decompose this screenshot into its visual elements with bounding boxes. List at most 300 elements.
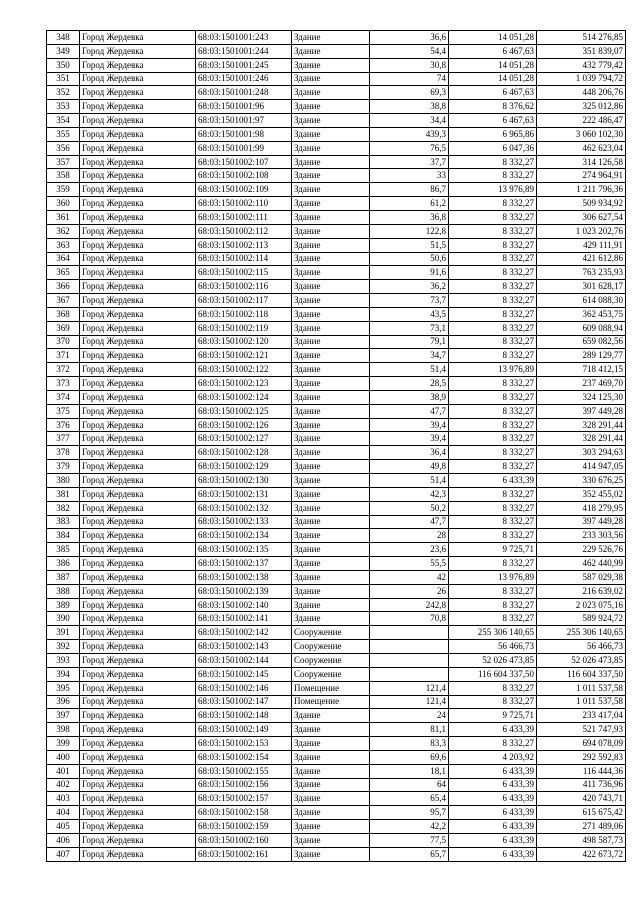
cadastral-number-cell: 68:03:1501002:156 <box>196 778 292 792</box>
cadastral-number-cell: 68:03:1501002:137 <box>196 557 292 571</box>
object-type-cell: Здание <box>292 280 370 294</box>
table-row <box>47 155 626 169</box>
cadastral-number-cell: 68:03:1501002:107 <box>196 155 292 169</box>
cadastral-number-cell: 68:03:1501002:135 <box>196 543 292 557</box>
area-cell: 73,7 <box>370 294 449 308</box>
row-number-cell: 399 <box>47 737 80 751</box>
specific-value-cell: 8 332,27 <box>449 529 537 543</box>
object-type-cell: Здание <box>292 792 370 806</box>
row-number-cell: 349 <box>47 44 80 58</box>
cadastral-number-cell: 68:03:1501002:138 <box>196 570 292 584</box>
cadastral-number-cell: 68:03:1501002:140 <box>196 598 292 612</box>
cadastral-number-cell: 68:03:1501001:245 <box>196 58 292 72</box>
specific-value-cell: 9 725,71 <box>449 543 537 557</box>
object-type-cell: Здание <box>292 418 370 432</box>
specific-value-cell: 8 332,27 <box>449 224 537 238</box>
area-cell: 79,1 <box>370 335 449 349</box>
row-number-cell: 396 <box>47 695 80 709</box>
cadastral-number-cell: 68:03:1501002:157 <box>196 792 292 806</box>
cadastral-value-cell: 659 082,56 <box>537 335 626 349</box>
specific-value-cell: 8 332,27 <box>449 252 537 266</box>
specific-value-cell: 4 203,92 <box>449 750 537 764</box>
row-number-cell: 368 <box>47 307 80 321</box>
specific-value-cell: 8 332,27 <box>449 446 537 460</box>
specific-value-cell: 8 332,27 <box>449 418 537 432</box>
row-number-cell: 400 <box>47 750 80 764</box>
object-type-cell: Здание <box>292 58 370 72</box>
object-type-cell: Здание <box>292 820 370 834</box>
cadastral-value-cell: 1 011 537,58 <box>537 681 626 695</box>
area-cell <box>370 640 449 654</box>
table-row <box>47 266 626 280</box>
cadastral-number-cell: 68:03:1501002:121 <box>196 349 292 363</box>
cadastral-value-cell: 116 444,36 <box>537 764 626 778</box>
area-cell: 439,3 <box>370 127 449 141</box>
table-row <box>47 446 626 460</box>
cadastral-number-cell: 68:03:1501002:122 <box>196 363 292 377</box>
cadastral-value-cell: 587 029,38 <box>537 570 626 584</box>
object-type-cell: Сооружение <box>292 653 370 667</box>
object-type-cell: Здание <box>292 612 370 626</box>
specific-value-cell: 14 051,28 <box>449 72 537 86</box>
specific-value-cell: 8 332,27 <box>449 169 537 183</box>
locality-cell: Город Жердевка <box>80 86 196 100</box>
cadastral-number-cell: 68:03:1501002:154 <box>196 750 292 764</box>
cadastral-value-cell: 274 964,91 <box>537 169 626 183</box>
object-type-cell: Здание <box>292 377 370 391</box>
cadastral-number-cell: 68:03:1501002:124 <box>196 390 292 404</box>
table-row <box>47 570 626 584</box>
specific-value-cell: 14 051,28 <box>449 31 537 45</box>
area-cell: 69,6 <box>370 750 449 764</box>
object-type-cell: Здание <box>292 321 370 335</box>
cadastral-number-cell: 68:03:1501002:118 <box>196 307 292 321</box>
table-row <box>47 778 626 792</box>
row-number-cell: 391 <box>47 626 80 640</box>
object-type-cell: Здание <box>292 266 370 280</box>
area-cell: 23,6 <box>370 543 449 557</box>
row-number-cell: 369 <box>47 321 80 335</box>
area-cell: 50,6 <box>370 252 449 266</box>
area-cell: 36,8 <box>370 210 449 224</box>
row-number-cell: 402 <box>47 778 80 792</box>
table-row <box>47 335 626 349</box>
table-row <box>47 44 626 58</box>
locality-cell: Город Жердевка <box>80 847 196 861</box>
table-row <box>47 141 626 155</box>
locality-cell: Город Жердевка <box>80 598 196 612</box>
table-row <box>47 238 626 252</box>
row-number-cell: 356 <box>47 141 80 155</box>
table-row <box>47 363 626 377</box>
area-cell <box>370 653 449 667</box>
table-row <box>47 280 626 294</box>
area-cell: 36,4 <box>370 446 449 460</box>
cadastral-number-cell: 68:03:1501002:126 <box>196 418 292 432</box>
area-cell: 65,4 <box>370 792 449 806</box>
object-type-cell: Здание <box>292 557 370 571</box>
locality-cell: Город Жердевка <box>80 640 196 654</box>
cadastral-value-cell: 1 011 537,58 <box>537 695 626 709</box>
specific-value-cell: 14 051,28 <box>449 58 537 72</box>
cadastral-value-cell: 448 206,76 <box>537 86 626 100</box>
specific-value-cell: 6 467,63 <box>449 114 537 128</box>
locality-cell: Город Жердевка <box>80 280 196 294</box>
area-cell: 47,7 <box>370 515 449 529</box>
cadastral-value-cell: 216 639,02 <box>537 584 626 598</box>
specific-value-cell: 8 332,27 <box>449 197 537 211</box>
locality-cell: Город Жердевка <box>80 307 196 321</box>
specific-value-cell: 8 332,27 <box>449 598 537 612</box>
locality-cell: Город Жердевка <box>80 363 196 377</box>
object-type-cell: Помещение <box>292 695 370 709</box>
table-row <box>47 183 626 197</box>
locality-cell: Город Жердевка <box>80 141 196 155</box>
row-number-cell: 405 <box>47 820 80 834</box>
area-cell: 26 <box>370 584 449 598</box>
row-number-cell: 381 <box>47 487 80 501</box>
cadastral-value-cell: 314 126,58 <box>537 155 626 169</box>
row-number-cell: 361 <box>47 210 80 224</box>
area-cell: 49,8 <box>370 460 449 474</box>
locality-cell: Город Жердевка <box>80 557 196 571</box>
cadastral-value-cell: 52 026 473,85 <box>537 653 626 667</box>
area-cell: 121,4 <box>370 681 449 695</box>
table-row <box>47 252 626 266</box>
cadastral-number-cell: 68:03:1501002:134 <box>196 529 292 543</box>
object-type-cell: Здание <box>292 404 370 418</box>
object-type-cell: Здание <box>292 723 370 737</box>
cadastral-value-cell: 233 417,04 <box>537 709 626 723</box>
cadastral-number-cell: 68:03:1501002:146 <box>196 681 292 695</box>
cadastral-value-cell: 301 628,17 <box>537 280 626 294</box>
cadastral-number-cell: 68:03:1501002:155 <box>196 764 292 778</box>
cadastral-value-cell: 255 306 140,65 <box>537 626 626 640</box>
row-number-cell: 404 <box>47 806 80 820</box>
locality-cell: Город Жердевка <box>80 31 196 45</box>
table-row <box>47 501 626 515</box>
cadastral-number-cell: 68:03:1501002:148 <box>196 709 292 723</box>
object-type-cell: Здание <box>292 764 370 778</box>
cadastral-value-cell: 718 412,15 <box>537 363 626 377</box>
cadastral-value-cell: 56 466,73 <box>537 640 626 654</box>
row-number-cell: 380 <box>47 474 80 488</box>
specific-value-cell: 8 332,27 <box>449 266 537 280</box>
specific-value-cell: 8 332,27 <box>449 737 537 751</box>
cadastral-number-cell: 68:03:1501002:117 <box>196 294 292 308</box>
locality-cell: Город Жердевка <box>80 349 196 363</box>
locality-cell: Город Жердевка <box>80 210 196 224</box>
cadastral-value-cell: 420 743,71 <box>537 792 626 806</box>
area-cell: 64 <box>370 778 449 792</box>
table-row <box>47 432 626 446</box>
table-row <box>47 681 626 695</box>
area-cell: 69,3 <box>370 86 449 100</box>
locality-cell: Город Жердевка <box>80 390 196 404</box>
locality-cell: Город Жердевка <box>80 72 196 86</box>
cadastral-value-cell: 362 453,75 <box>537 307 626 321</box>
cadastral-number-cell: 68:03:1501001:248 <box>196 86 292 100</box>
table-row <box>47 390 626 404</box>
cadastral-value-cell: 514 276,85 <box>537 31 626 45</box>
locality-cell: Город Жердевка <box>80 418 196 432</box>
object-type-cell: Здание <box>292 238 370 252</box>
row-number-cell: 397 <box>47 709 80 723</box>
cadastral-number-cell: 68:03:1501002:132 <box>196 501 292 515</box>
cadastral-value-cell: 414 947,05 <box>537 460 626 474</box>
object-type-cell: Здание <box>292 294 370 308</box>
object-type-cell: Здание <box>292 349 370 363</box>
row-number-cell: 370 <box>47 335 80 349</box>
cadastral-number-cell: 68:03:1501002:119 <box>196 321 292 335</box>
specific-value-cell: 6 433,39 <box>449 792 537 806</box>
area-cell: 30,8 <box>370 58 449 72</box>
specific-value-cell: 8 332,27 <box>449 681 537 695</box>
specific-value-cell: 255 306 140,65 <box>449 626 537 640</box>
specific-value-cell: 8 332,27 <box>449 432 537 446</box>
object-type-cell: Здание <box>292 224 370 238</box>
table-row <box>47 833 626 847</box>
object-type-cell: Здание <box>292 847 370 861</box>
cadastral-number-cell: 68:03:1501001:97 <box>196 114 292 128</box>
table-row <box>47 349 626 363</box>
area-cell: 77,5 <box>370 833 449 847</box>
locality-cell: Город Жердевка <box>80 778 196 792</box>
row-number-cell: 354 <box>47 114 80 128</box>
cadastral-value-cell: 1 023 202,76 <box>537 224 626 238</box>
specific-value-cell: 6 433,39 <box>449 778 537 792</box>
area-cell: 70,8 <box>370 612 449 626</box>
area-cell: 91,6 <box>370 266 449 280</box>
row-number-cell: 350 <box>47 58 80 72</box>
specific-value-cell: 6 433,39 <box>449 723 537 737</box>
area-cell: 122,8 <box>370 224 449 238</box>
row-number-cell: 403 <box>47 792 80 806</box>
area-cell: 28 <box>370 529 449 543</box>
object-type-cell: Здание <box>292 709 370 723</box>
object-type-cell: Здание <box>292 543 370 557</box>
object-type-cell: Здание <box>292 529 370 543</box>
cadastral-value-cell: 418 279,95 <box>537 501 626 515</box>
table-row <box>47 321 626 335</box>
row-number-cell: 395 <box>47 681 80 695</box>
row-number-cell: 366 <box>47 280 80 294</box>
cadastral-number-cell: 68:03:1501002:161 <box>196 847 292 861</box>
cadastral-value-cell: 325 012,86 <box>537 100 626 114</box>
table-row <box>47 653 626 667</box>
cadastral-number-cell: 68:03:1501002:109 <box>196 183 292 197</box>
cadastral-number-cell: 68:03:1501002:145 <box>196 667 292 681</box>
object-type-cell: Здание <box>292 114 370 128</box>
cadastral-value-cell: 352 455,02 <box>537 487 626 501</box>
table-row <box>47 404 626 418</box>
row-number-cell: 384 <box>47 529 80 543</box>
cadastral-number-cell: 68:03:1501002:144 <box>196 653 292 667</box>
specific-value-cell: 8 332,27 <box>449 695 537 709</box>
cadastral-value-cell: 237 469,70 <box>537 377 626 391</box>
area-cell: 81,1 <box>370 723 449 737</box>
object-type-cell: Здание <box>292 141 370 155</box>
area-cell: 83,3 <box>370 737 449 751</box>
cadastral-number-cell: 68:03:1501002:114 <box>196 252 292 266</box>
object-type-cell: Здание <box>292 72 370 86</box>
cadastral-number-cell: 68:03:1501002:159 <box>196 820 292 834</box>
table-row <box>47 114 626 128</box>
cadastral-value-cell: 521 747,93 <box>537 723 626 737</box>
cadastral-number-cell: 68:03:1501002:112 <box>196 224 292 238</box>
area-cell: 61,2 <box>370 197 449 211</box>
row-number-cell: 389 <box>47 598 80 612</box>
object-type-cell: Здание <box>292 501 370 515</box>
row-number-cell: 375 <box>47 404 80 418</box>
object-type-cell: Здание <box>292 778 370 792</box>
locality-cell: Город Жердевка <box>80 653 196 667</box>
cadastral-value-cell: 324 125,30 <box>537 390 626 404</box>
row-number-cell: 407 <box>47 847 80 861</box>
cadastral-number-cell: 68:03:1501002:158 <box>196 806 292 820</box>
locality-cell: Город Жердевка <box>80 570 196 584</box>
row-number-cell: 406 <box>47 833 80 847</box>
area-cell: 34,7 <box>370 349 449 363</box>
area-cell: 73,1 <box>370 321 449 335</box>
object-type-cell: Здание <box>292 487 370 501</box>
table-row <box>47 626 626 640</box>
area-cell: 51,4 <box>370 474 449 488</box>
row-number-cell: 386 <box>47 557 80 571</box>
cadastral-number-cell: 68:03:1501002:139 <box>196 584 292 598</box>
cadastral-number-cell: 68:03:1501002:153 <box>196 737 292 751</box>
cadastral-value-cell: 397 449,28 <box>537 404 626 418</box>
cadastral-number-cell: 68:03:1501001:244 <box>196 44 292 58</box>
row-number-cell: 353 <box>47 100 80 114</box>
locality-cell: Город Жердевка <box>80 335 196 349</box>
cadastral-value-cell: 351 839,07 <box>537 44 626 58</box>
table-row <box>47 487 626 501</box>
locality-cell: Город Жердевка <box>80 294 196 308</box>
row-number-cell: 374 <box>47 390 80 404</box>
table-row <box>47 224 626 238</box>
specific-value-cell: 8 332,27 <box>449 294 537 308</box>
specific-value-cell: 13 976,89 <box>449 183 537 197</box>
row-number-cell: 373 <box>47 377 80 391</box>
table-row <box>47 210 626 224</box>
locality-cell: Город Жердевка <box>80 446 196 460</box>
cadastral-number-cell: 68:03:1501002:142 <box>196 626 292 640</box>
cadastral-value-cell: 763 235,93 <box>537 266 626 280</box>
object-type-cell: Здание <box>292 86 370 100</box>
area-cell: 36,2 <box>370 280 449 294</box>
specific-value-cell: 8 332,27 <box>449 557 537 571</box>
locality-cell: Город Жердевка <box>80 100 196 114</box>
area-cell: 33 <box>370 169 449 183</box>
object-type-cell: Здание <box>292 598 370 612</box>
object-type-cell: Здание <box>292 183 370 197</box>
cadastral-value-cell: 328 291,44 <box>537 432 626 446</box>
object-type-cell: Здание <box>292 750 370 764</box>
cadastral-number-cell: 68:03:1501002:149 <box>196 723 292 737</box>
locality-cell: Город Жердевка <box>80 737 196 751</box>
row-number-cell: 367 <box>47 294 80 308</box>
specific-value-cell: 52 026 473,85 <box>449 653 537 667</box>
locality-cell: Город Жердевка <box>80 723 196 737</box>
object-type-cell: Здание <box>292 446 370 460</box>
row-number-cell: 394 <box>47 667 80 681</box>
locality-cell: Город Жердевка <box>80 404 196 418</box>
area-cell: 39,4 <box>370 418 449 432</box>
locality-cell: Город Жердевка <box>80 224 196 238</box>
row-number-cell: 377 <box>47 432 80 446</box>
area-cell: 42 <box>370 570 449 584</box>
locality-cell: Город Жердевка <box>80 432 196 446</box>
object-type-cell: Сооружение <box>292 640 370 654</box>
row-number-cell: 393 <box>47 653 80 667</box>
object-type-cell: Здание <box>292 363 370 377</box>
specific-value-cell: 8 332,27 <box>449 155 537 169</box>
row-number-cell: 376 <box>47 418 80 432</box>
locality-cell: Город Жердевка <box>80 764 196 778</box>
cadastral-number-cell: 68:03:1501002:120 <box>196 335 292 349</box>
table-row <box>47 100 626 114</box>
locality-cell: Город Жердевка <box>80 792 196 806</box>
locality-cell: Город Жердевка <box>80 667 196 681</box>
cadastral-value-cell: 289 129,77 <box>537 349 626 363</box>
area-cell <box>370 667 449 681</box>
locality-cell: Город Жердевка <box>80 584 196 598</box>
object-type-cell: Здание <box>292 31 370 45</box>
table-row <box>47 557 626 571</box>
locality-cell: Город Жердевка <box>80 266 196 280</box>
locality-cell: Город Жердевка <box>80 252 196 266</box>
specific-value-cell: 8 332,27 <box>449 307 537 321</box>
area-cell: 76,5 <box>370 141 449 155</box>
specific-value-cell: 8 332,27 <box>449 321 537 335</box>
locality-cell: Город Жердевка <box>80 626 196 640</box>
locality-cell: Город Жердевка <box>80 474 196 488</box>
table-row <box>47 58 626 72</box>
cadastral-number-cell: 68:03:1501002:160 <box>196 833 292 847</box>
row-number-cell: 363 <box>47 238 80 252</box>
cadastral-number-cell: 68:03:1501002:110 <box>196 197 292 211</box>
specific-value-cell: 8 332,27 <box>449 390 537 404</box>
row-number-cell: 387 <box>47 570 80 584</box>
area-cell: 51,5 <box>370 238 449 252</box>
locality-cell: Город Жердевка <box>80 377 196 391</box>
cadastral-value-cell: 229 526,76 <box>537 543 626 557</box>
cadastral-value-cell: 222 486,47 <box>537 114 626 128</box>
cadastral-number-cell: 68:03:1501002:108 <box>196 169 292 183</box>
cadastral-value-cell: 432 779,42 <box>537 58 626 72</box>
specific-value-cell: 56 466,73 <box>449 640 537 654</box>
cadastral-number-cell: 68:03:1501002:130 <box>196 474 292 488</box>
object-type-cell: Сооружение <box>292 626 370 640</box>
locality-cell: Город Жердевка <box>80 501 196 515</box>
specific-value-cell: 8 332,27 <box>449 335 537 349</box>
area-cell: 43,5 <box>370 307 449 321</box>
cadastral-value-cell: 694 078,09 <box>537 737 626 751</box>
row-number-cell: 378 <box>47 446 80 460</box>
object-type-cell: Здание <box>292 474 370 488</box>
object-type-cell: Здание <box>292 307 370 321</box>
table-row <box>47 847 626 861</box>
row-number-cell: 357 <box>47 155 80 169</box>
locality-cell: Город Жердевка <box>80 820 196 834</box>
object-type-cell: Здание <box>292 515 370 529</box>
row-number-cell: 401 <box>47 764 80 778</box>
specific-value-cell: 8 332,27 <box>449 280 537 294</box>
specific-value-cell: 8 332,27 <box>449 404 537 418</box>
cadastral-number-cell: 68:03:1501002:113 <box>196 238 292 252</box>
table-row <box>47 529 626 543</box>
